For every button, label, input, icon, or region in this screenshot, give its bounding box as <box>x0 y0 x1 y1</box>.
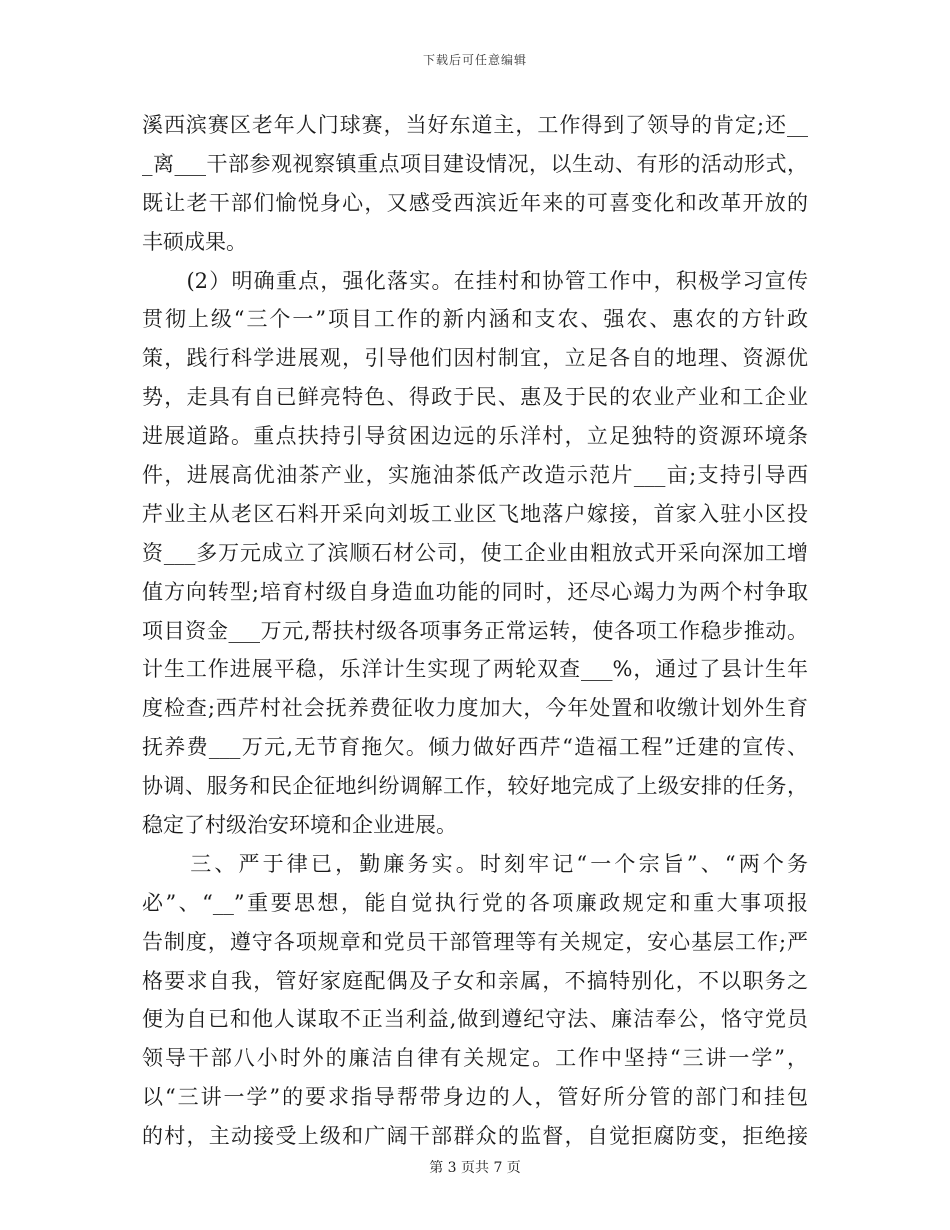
text-line: _离___干部参观视察镇重点项目建设情况，以生动、有形的活动形式， <box>142 151 808 176</box>
text-line: 芹业主从老区石料开采向刘坂工业区飞地落户嫁接，首家入驻小区投 <box>142 501 808 526</box>
text-line: 的村，主动接受上级和广阔干部群众的监督，自觉拒腐防变，拒绝接 <box>142 1124 808 1149</box>
document-body <box>142 106 808 1156</box>
page-number: 第 3 页共 7 页 <box>429 1160 521 1176</box>
text-line: 以“三讲一学”的要求指导帮带身边的人，管好所分管的部门和挂包 <box>142 1085 808 1110</box>
text-line: 告制度，遵守各项规章和党员干部管理等有关规定，安心基层工作;严 <box>142 929 808 954</box>
text-line: 稳定了村级治安环境和企业进展。 <box>142 813 457 838</box>
text-line: 溪西滨赛区老年人门球赛，当好东道主，工作得到了领导的肯定;还__ <box>142 113 808 137</box>
text-line: 便为自已和他人谋取不正当利益,做到遵纪守法、廉洁奉公，恪守党员 <box>142 1007 808 1032</box>
text-line: 项目资金___万元,帮扶村级各项事务正常运转，使各项工作稳步推动。 <box>142 618 808 643</box>
text-line: 格要求自我，管好家庭配偶及子女和亲属，不搞特别化，不以职务之 <box>142 968 808 993</box>
text-line: 抚养费___万元,无节育拖欠。倾力做好西芹“造福工程”迁建的宣传、 <box>142 735 808 760</box>
text-line: 贯彻上级“三个一”项目工作的新内涵和支农、强农、惠农的方针政 <box>142 307 808 332</box>
text-line: 丰硕成果。 <box>142 229 247 254</box>
text-line: 资___多万元成立了滨顺石材公司，使工企业由粗放式开采向深加工增 <box>142 540 808 565</box>
text-line: 必”、“__”重要思想，能自觉执行党的各项廉政规定和重大事项报 <box>142 890 808 915</box>
text-line: 领导干部八小时外的廉洁自律有关规定。工作中坚持“三讲一学”， <box>142 1046 808 1071</box>
text-line: 计生工作进展平稳，乐洋计生实现了两轮双查___%，通过了县计生年 <box>142 657 808 682</box>
page-header: 下载后可任意编辑 <box>422 53 527 67</box>
text-line: 值方向转型;培育村级自身造血功能的同时，还尽心竭力为两个村争取 <box>142 579 808 604</box>
text-line: 度检查;西芹村社会抚养费征收力度加大，今年处置和收缴计划外生育 <box>142 696 808 721</box>
text-line: 势，走具有自已鲜亮特色、得政于民、惠及于民的农业产业和工企业 <box>142 385 808 410</box>
text-line: 协调、服务和民企征地纠纷调解工作，较好地完成了上级安排的任务， <box>142 774 808 799</box>
text-line: (2）明确重点，强化落实。在挂村和协管工作中，积极学习宣传 <box>142 268 808 293</box>
text-line: 件，进展高优油茶产业，实施油茶低产改造示范片___亩;支持引导西 <box>142 463 808 488</box>
text-line: 既让老干部们愉悦身心，又感受西滨近年来的可喜变化和改革开放的 <box>142 190 808 215</box>
text-line: 进展道路。重点扶持引导贫困边远的乐洋村，立足独特的资源环境条 <box>142 424 808 449</box>
text-line: 策，践行科学进展观，引导他们因村制宜，立足各自的地理、资源优 <box>142 346 808 371</box>
text-line: 三、严于律已，勤廉务实。时刻牢记“一个宗旨”、“两个务 <box>142 851 808 876</box>
